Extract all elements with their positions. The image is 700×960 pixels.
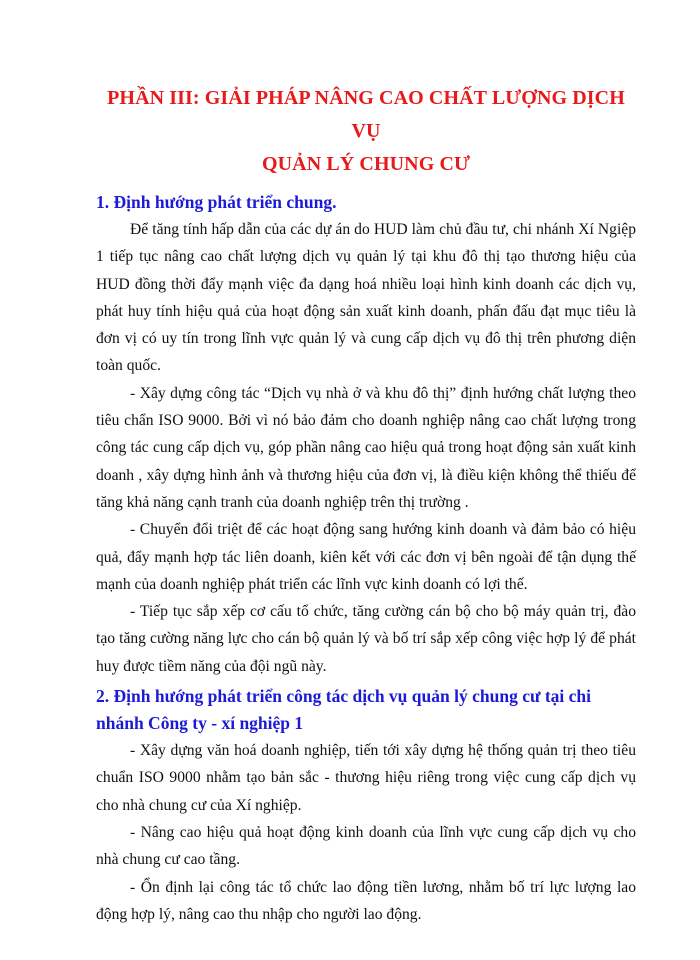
page-title <box>96 82 636 181</box>
section-1-paragraph-1: Để tăng tính hấp dẫn của các dự án do HUD làm chủ đầu tư, chi nhánh Xí Ngiệp 1 tiếp tục nâng cao chất lượng dịch vụ quản lý tại khu đô thị tạo thương hiệu của HUD đồng thời đẩy mạnh việc đa dạng hoá nhiều loại hình kinh doanh các dịch vụ, phát huy tính hiệu quả của hoạt động sản xuất kinh doanh, phấn đấu đạt mục tiêu là đơn vị có uy tín trong lĩnh vực quản lý và cung cấp dịch vụ đô thị trên phương diện toàn quốc. <box>96 221 636 375</box>
section-2-paragraph-2: - Nâng cao hiệu quả hoạt động kinh doanh của lĩnh vực cung cấp dịch vụ cho nhà chung cư cao tầng. <box>96 823 636 869</box>
section-2-paragraph-3: - Ổn định lại công tác tổ chức lao động tiền lương, nhằm bố trí lực lượng lao động hợp lý, nâng cao thu nhập cho người lao động. <box>96 878 636 923</box>
section-2-heading: 2. Định hướng phát triển công tác dịch vụ quản lý chung cư tại chi nhánh Công ty - xí nghiệp 1 <box>96 686 592 734</box>
section-1-paragraph-4: - Tiếp tục sắp xếp cơ cấu tổ chức, tăng cường cán bộ cho bộ máy quản trị, đào tạo tăng cường năng lực cho cán bộ quản lý và bố trí sắp xếp công việc hợp lý để phát huy được tiềm năng của đội ngũ này. <box>96 603 636 675</box>
section-1-paragraph-3: - Chuyển đổi triệt để các hoạt động sang hướng kinh doanh và đảm bảo có hiệu quả, đẩy mạnh hợp tác liên doanh, kiên kết với các đơn vị bên ngoài để tận dụng thế mạnh của doanh nghiệp phát triển các lĩnh vực kinh doanh có lợi thế. <box>96 521 636 593</box>
section-1-paragraph-2: - Xây dựng công tác “Dịch vụ nhà ở và khu đô thị” định hướng chất lượng theo tiêu chẩn ISO 9000. Bởi vì nó bảo đảm cho doanh nghiệp nâng cao chất lượng trong công tác cung cấp dịch vụ, góp phần nâng cao hiệu quả trong hoạt động sản xuất kinh doanh , xây dựng hình ảnh và thương hiệu của đơn vị, là điều kiện không thể thiếu để tăng khả năng cạnh tranh của doanh nghiệp trên thị trường . <box>96 384 636 511</box>
section-1-heading: 1. Định hướng phát triển chung. <box>96 192 337 212</box>
section-2-paragraph-1: - Xây dựng văn hoá doanh nghiệp, tiến tới xây dựng hệ thống quản trị theo tiêu chuẩn ISO 9000 nhằm tạo bản sắc - thương hiệu riêng trong việc cung cấp dịch vụ cho nhà chung cư của Xí nghiệp. <box>96 742 636 814</box>
document-page <box>96 82 636 928</box>
title-line-1: PHẦN III: GIẢI PHÁP NÂNG CAO CHẤT LƯỢNG DỊCH VỤ <box>107 87 625 142</box>
title-line-2: QUẢN LÝ CHUNG CƯ <box>261 153 471 175</box>
